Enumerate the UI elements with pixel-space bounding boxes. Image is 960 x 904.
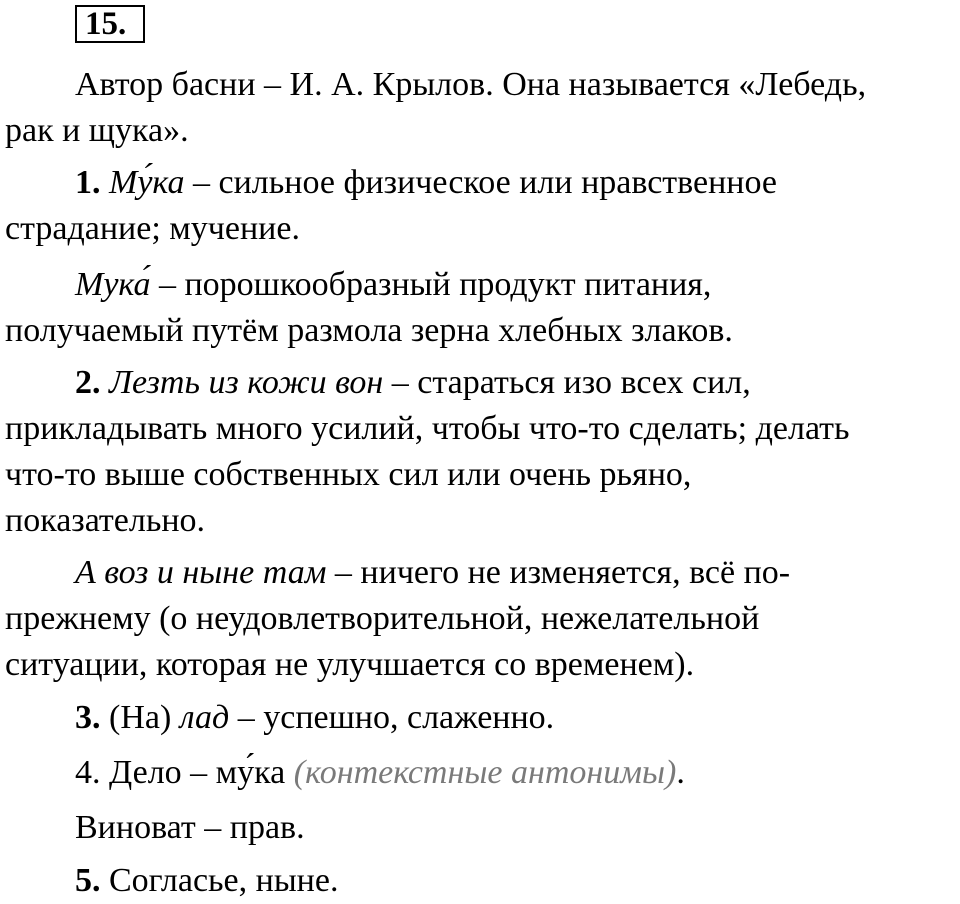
item-4-text: 4. Дело – му́ка (75, 754, 294, 791)
item-4b-line: Виноват – прав. (75, 809, 305, 846)
item-1b-term: Мука́ (75, 266, 151, 303)
item-2b-line-2: прежнему (о неудовлетворительной, нежелательной (5, 600, 760, 637)
item-1b-definition: – порошкообразный продукт питания, (150, 266, 712, 303)
item-1-definition: – сильное физическое или нравственное (184, 164, 778, 201)
item-3-definition: – успешно, слаженно. (229, 699, 555, 736)
item-2-line-3: что-то выше собственных сил или очень рьяно, (5, 456, 692, 493)
item-1-term: Му́ка (109, 164, 185, 201)
item-5-number: 5. (75, 862, 101, 899)
item-3-line (5, 695, 960, 741)
item-2b-line-1 (5, 550, 960, 596)
item-2b-term: А воз и ныне там (75, 554, 327, 591)
item-2-definition: – стараться изо всех сил, (383, 364, 751, 401)
item-2-line-1 (5, 360, 960, 406)
intro-line-2: рак и щука». (5, 112, 189, 149)
item-2b-line-3: ситуации, которая не улучшается со временем). (5, 646, 695, 683)
item-2b-definition: – ничего не изменяется, всё по- (326, 554, 791, 591)
item-1-line-2: страдание; мучение. (5, 210, 300, 247)
item-4-period: . (676, 754, 685, 791)
item-1b-line-1 (5, 262, 960, 308)
item-5-line (5, 858, 960, 904)
item-2-line-4: показательно. (5, 502, 206, 539)
item-1b-line-2: получаемый путём размола зерна хлебных злаков. (5, 312, 733, 349)
item-4-note: (контекстные антонимы) (293, 754, 677, 791)
item-2-number: 2. (75, 364, 101, 401)
item-3-term: лад (179, 699, 230, 736)
intro-line-1: Автор басни – И. А. Крылов. Она называется «Лебедь, (75, 66, 867, 103)
item-1-number: 1. (75, 164, 101, 201)
item-2-line-2: прикладывать много усилий, чтобы что-то сделать; делать (5, 410, 850, 447)
item-5-text: Согласье, ныне. (100, 862, 339, 899)
exercise-number: 15. (75, 5, 145, 43)
item-1-line-1 (5, 160, 960, 206)
item-3-number: 3. (75, 699, 101, 736)
item-4-line (5, 750, 960, 796)
item-2-term: Лезть из кожи вон (109, 364, 384, 401)
item-3-prefix: (На) (100, 699, 180, 736)
